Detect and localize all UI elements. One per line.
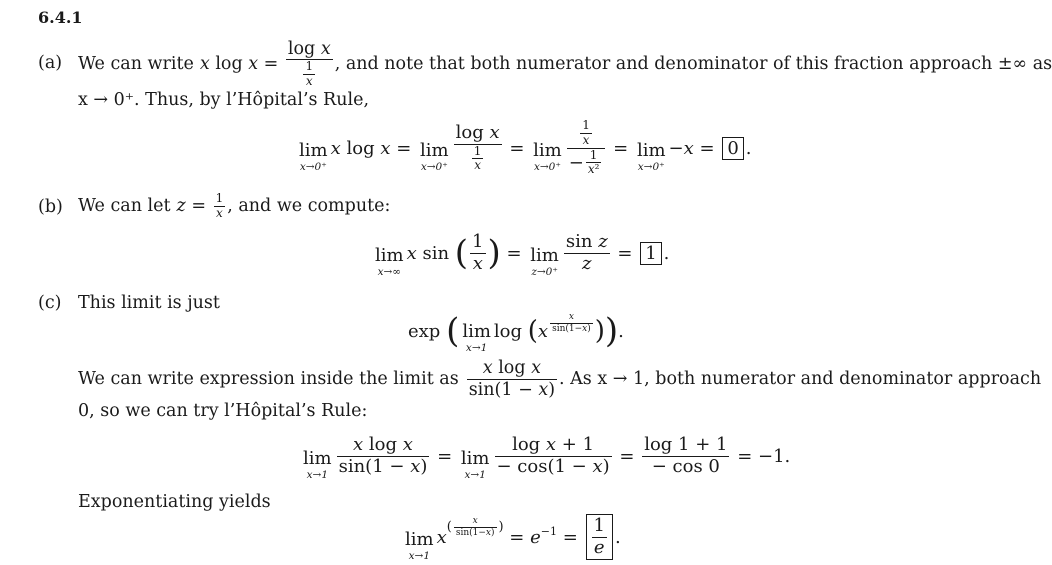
part-c-answer-numerator: 1 (593, 514, 605, 536)
part-a-line2: x → 0⁺. Thus, by l’Hôpital’s Rule, (78, 90, 370, 110)
part-b-line1: We can let z = $\frac{1}{x}$ , and we compute: (78, 190, 391, 220)
part-c-text5: Exponentiating yields (78, 492, 271, 512)
section-heading: 6.4.1 (38, 8, 83, 27)
part-a-line1: We can write x log x = $\frac{\text{log x}}{\frac{1}{x}}$ , and note that both numerator and denominator of this fraction approach ±∞ as (78, 39, 1052, 89)
part-a-answer-box: 0 (722, 137, 743, 160)
part-b-answer-box: 1 (640, 242, 661, 265)
part-c-text2: We can write expression inside the limit as (78, 369, 459, 389)
part-b-text2: , and we compute: (227, 196, 391, 216)
part-a-equation: lim x→0⁺ x log x = lim x→0⁺ $\frac{\text{log x}}{\frac{1}{x}}$ = lim x→0⁺ $\frac{1}{x}$ − $\frac{1}{\text{x²}}$ = lim x→0⁺ − x = 0 . (299, 117, 752, 177)
part-b-label: (b) (38, 197, 63, 217)
part-c-text4: 0, so we can try l’Hôpital’s Rule: (78, 401, 368, 421)
part-c-answer-box (586, 514, 613, 560)
part-a-fraction: $\frac{\text{log x}}{\frac{1}{x}}$ (287, 39, 331, 89)
part-a-label: (a) (38, 53, 63, 73)
part-b-text1: We can let (78, 196, 171, 216)
part-a-intro: We can write (78, 54, 194, 74)
part-a-mid: , and note that both numerator and denominator of this fraction approach ±∞ as (334, 54, 1052, 74)
part-c-lhopital-equation: lim x→1 $\frac{\text{x log x}}{\sin(1 - x)}$ = lim x→1 $\frac{\text{log x + 1}}{- \cos(1 - x)}$ = $\frac{\log 1 + 1}{- \cos 0}$ = −1. (303, 433, 791, 481)
part-c-exp-expression: exp ( lim x→1 log ( x $\frac{x}{\sin(1-x)}$ ) ) . (408, 311, 624, 354)
part-c-result: = −1. (737, 445, 791, 467)
part-c-answer-denominator: e (593, 536, 605, 558)
part-b-equation: lim x→∞ x sin ( $\frac{1}{x}$ ) = lim z→0⁺ $\frac{\text{sin z}}{z}$ = 1 . (375, 230, 670, 278)
part-c-line2: We can write expression inside the limit as $\frac{\text{x log x}}{\sin(1 - x)}$ . As x → 1, both numerator and denominator approach (78, 358, 1042, 400)
part-c-text1: This limit is just (78, 293, 220, 313)
part-c-final-equation: lim x→1 x ( $\frac{x}{\sin(1-x)}$ ) = e −1 = $\frac{1}{e}$ . (405, 514, 621, 562)
part-c-label: (c) (38, 293, 62, 313)
part-c-text3: . As x → 1, both numerator and denominator approach (559, 369, 1042, 389)
